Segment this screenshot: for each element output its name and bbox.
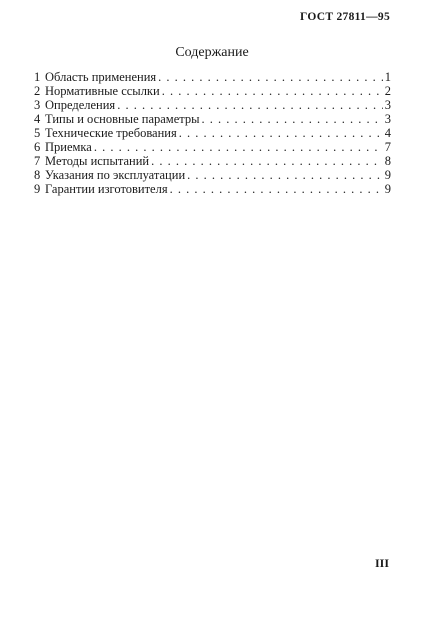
toc-entry-number: 6 xyxy=(34,140,41,154)
page-number: III xyxy=(374,556,389,570)
toc-entry[interactable] xyxy=(34,154,391,168)
toc-entry-number: 7 xyxy=(34,154,41,168)
toc-leader-dots xyxy=(187,168,383,182)
toc-entry-title: Методы испытаний xyxy=(45,154,150,168)
toc-leader-dots xyxy=(162,84,383,98)
toc-entry-number: 8 xyxy=(34,168,41,182)
toc-entry[interactable] xyxy=(34,140,391,154)
toc-entry-number: 5 xyxy=(34,126,41,140)
toc-title: Содержание xyxy=(175,45,249,60)
toc-entry-title: Нормативные ссылки xyxy=(45,84,160,98)
toc-entry-title: Гарантии изготовителя xyxy=(45,182,168,196)
toc-leader-dots xyxy=(158,70,383,84)
toc-entry[interactable] xyxy=(34,84,391,98)
toc-entry-page: 4 xyxy=(384,126,391,140)
toc-entry-page: 3 xyxy=(384,98,391,112)
toc-entry-number: 9 xyxy=(34,182,41,196)
toc-entry-title: Приемка xyxy=(45,140,92,154)
toc-leader-dots xyxy=(179,126,383,140)
toc-entry-title: Определения xyxy=(45,98,116,112)
toc-entry-page: 9 xyxy=(384,168,391,182)
toc-entry[interactable] xyxy=(34,182,391,196)
toc-leader-dots xyxy=(117,98,383,112)
toc-entry[interactable] xyxy=(34,126,391,140)
toc-entry-page: 2 xyxy=(384,84,391,98)
toc-entry-page: 9 xyxy=(384,182,391,196)
toc-entry[interactable] xyxy=(34,98,391,112)
document-code: ГОСТ 27811—95 xyxy=(300,11,390,23)
toc-entry[interactable] xyxy=(34,70,391,84)
toc-leader-dots xyxy=(170,182,383,196)
toc-entry-number: 2 xyxy=(34,84,41,98)
toc-entry-title: Указания по эксплуатации xyxy=(45,168,186,182)
toc-entry-page: 8 xyxy=(384,154,391,168)
table-of-contents xyxy=(34,70,391,196)
toc-entry-title: Область применения xyxy=(45,70,157,84)
toc-entry-number: 1 xyxy=(34,70,41,84)
toc-leader-dots xyxy=(202,112,383,126)
toc-entry-page: 1 xyxy=(384,70,391,84)
toc-entry-title: Типы и основные параметры xyxy=(45,112,200,126)
toc-entry-page: 3 xyxy=(384,112,391,126)
toc-leader-dots xyxy=(94,140,383,154)
toc-entry-number: 4 xyxy=(34,112,41,126)
toc-entry-number: 3 xyxy=(34,98,41,112)
toc-entry-page: 7 xyxy=(384,140,391,154)
toc-entry[interactable] xyxy=(34,112,391,126)
toc-entry[interactable] xyxy=(34,168,391,182)
toc-leader-dots xyxy=(151,154,383,168)
toc-entry-title: Технические требования xyxy=(45,126,177,140)
